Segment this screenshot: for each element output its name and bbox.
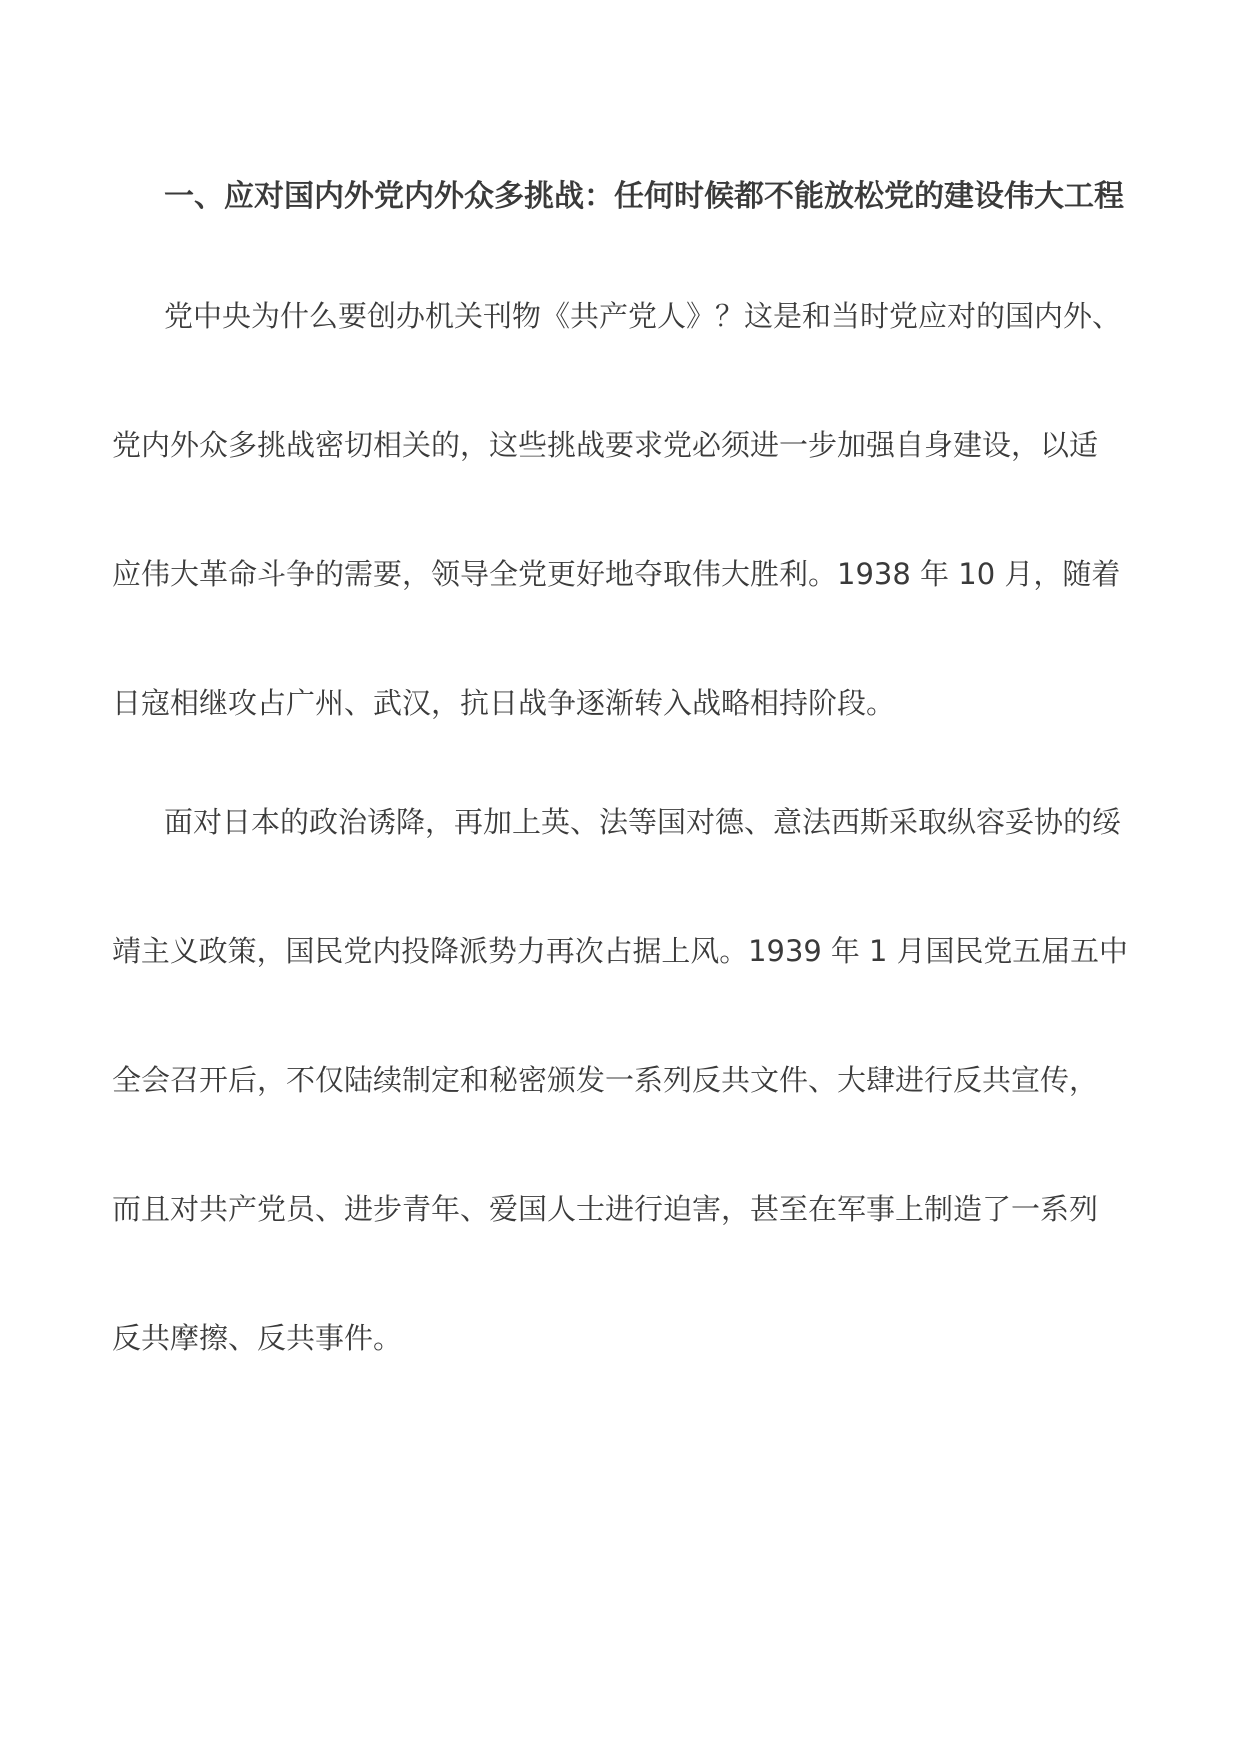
paragraph-line: 全会召开后，不仅陆续制定和秘密颁发一系列反共文件、大肆进行反共宣传， [112,1063,1099,1097]
paragraph-line: 应伟大革命斗争的需要，领导全党更好地夺取伟大胜利。1938 年 10 月，随着 [112,557,1121,591]
paragraph-line: 党中央为什么要创办机关刊物《共产党人》？这是和当时党应对的国内外、 [164,299,1122,333]
paragraph-line: 反共摩擦、反共事件。 [112,1321,403,1355]
paragraph-line: 靖主义政策，国民党内投降派势力再次占据上风。1939 年 1 月国民党五届五中 [112,934,1128,968]
paragraph-line: 而且对共产党员、进步青年、爱国人士进行迫害，甚至在军事上制造了一系列 [112,1192,1099,1226]
section-heading: 一、应对国内外党内外众多挑战：任何时候都不能放松党的建设伟大工程 [164,179,1124,214]
paragraph-line: 日寇相继攻占广州、武汉，抗日战争逐渐转入战略相持阶段。 [112,686,896,720]
paragraph-line: 面对日本的政治诱降，再加上英、法等国对德、意法西斯采取纵容妥协的绥 [164,805,1122,839]
paragraph-line: 党内外众多挑战密切相关的，这些挑战要求党必须进一步加强自身建设，以适 [112,428,1099,462]
